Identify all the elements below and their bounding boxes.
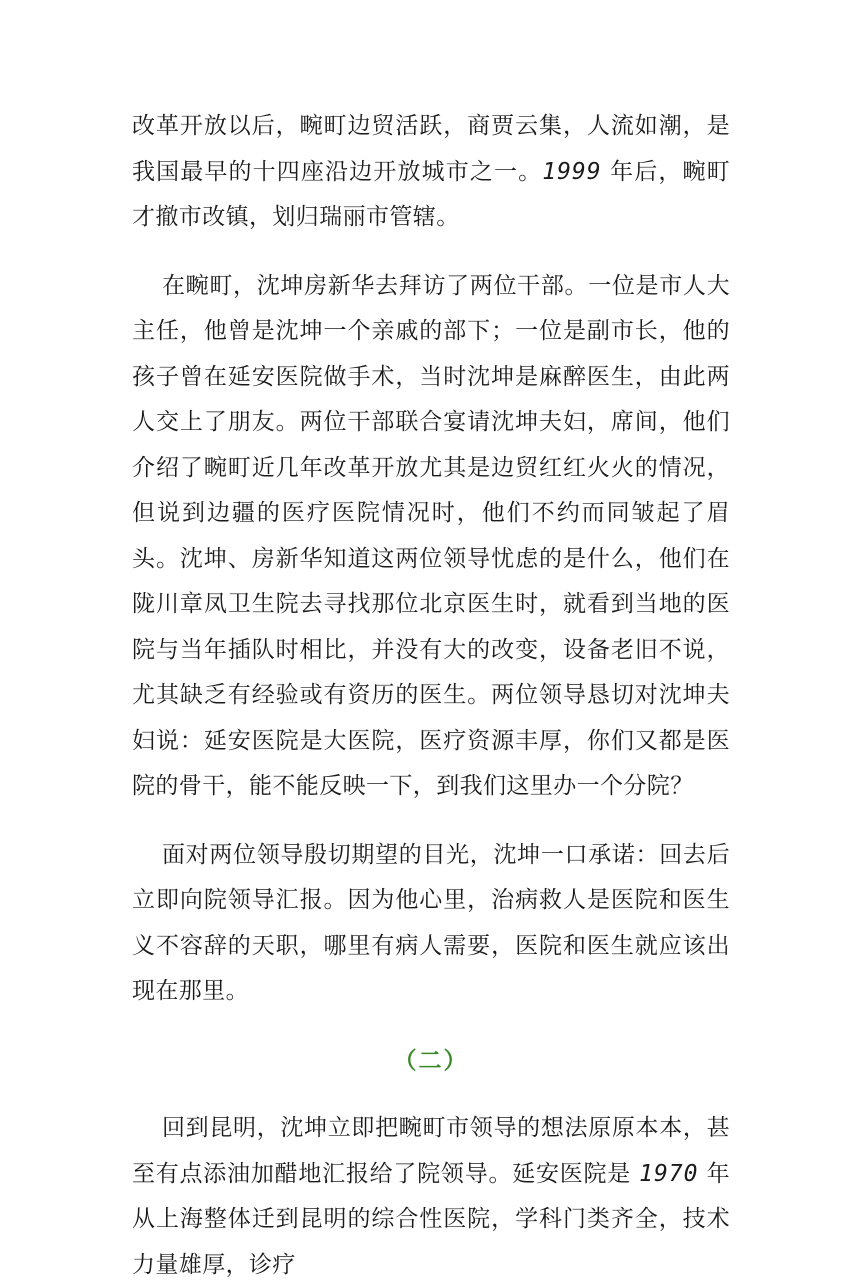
paragraph-4-text-a: 回到昆明，沈坤立即把畹町市领导的想法原原本本，甚至有点添油加醋地汇报给了院领导。延安医院是 bbox=[132, 1115, 730, 1187]
paragraph-2 bbox=[132, 264, 730, 810]
paragraph-1 bbox=[132, 104, 730, 241]
paragraph-1-text-a: 改革开放以后，畹町边贸活跃，商贾云集，人流如潮，是我国最早的十四座沿边开放城市之一。 bbox=[132, 113, 730, 185]
year-1970: 1970 bbox=[639, 1160, 699, 1187]
document-page bbox=[132, 104, 730, 1288]
paragraph-2-text: 在畹町，沈坤房新华去拜访了两位干部。一位是市人大主任，他曾是沈坤一个亲戚的部下；一位是副市长，他的孩子曾在延安医院做手术，当时沈坤是麻醉医生，由此两人交上了朋友。两位干部联合宴请沈坤夫妇，席间，他们介绍了畹町近几年改革开放尤其是边贸红红火火的情况，但说到边疆的医疗医院情况时，他们不约而同皱起了眉头。沈坤、房新华知道这两位领导忧虑的是什么，他们在陇川章凤卫生院去寻找那位北京医生时，就看到当地的医院与当年插队时相比，并没有大的改变，设备老旧不说，尤其缺乏有经验或有资历的医生。两位领导恳切对沈坤夫妇说：延安医院是大医院，医疗资源丰厚，你们又都是医院的骨干，能不能反映一下，到我们这里办一个分院？ bbox=[132, 272, 730, 799]
section-heading: （二） bbox=[393, 1046, 469, 1074]
paragraph-spacer bbox=[132, 810, 730, 833]
paragraph-3-text: 面对两位领导殷切期望的目光，沈坤一口承诺：回去后立即向院领导汇报。因为他心里，治病救人是医院和医生义不容辞的天职，哪里有病人需要，医院和医生就应该出现在那里。 bbox=[132, 841, 730, 1004]
year-1999: 1999 bbox=[542, 158, 602, 185]
paragraph-1-text-b: 年后，畹町才撤市改镇，划归瑞丽市管辖。 bbox=[132, 158, 730, 230]
paragraph-3 bbox=[132, 833, 730, 1015]
paragraph-4-text-b: 年从上海整体迁到昆明的综合性医院，学科门类齐全，技术力量雄厚，诊疗 bbox=[132, 1160, 730, 1278]
paragraph-spacer bbox=[132, 1015, 730, 1038]
paragraph-4 bbox=[132, 1106, 730, 1288]
paragraph-spacer bbox=[132, 1083, 730, 1106]
paragraph-spacer bbox=[132, 241, 730, 264]
